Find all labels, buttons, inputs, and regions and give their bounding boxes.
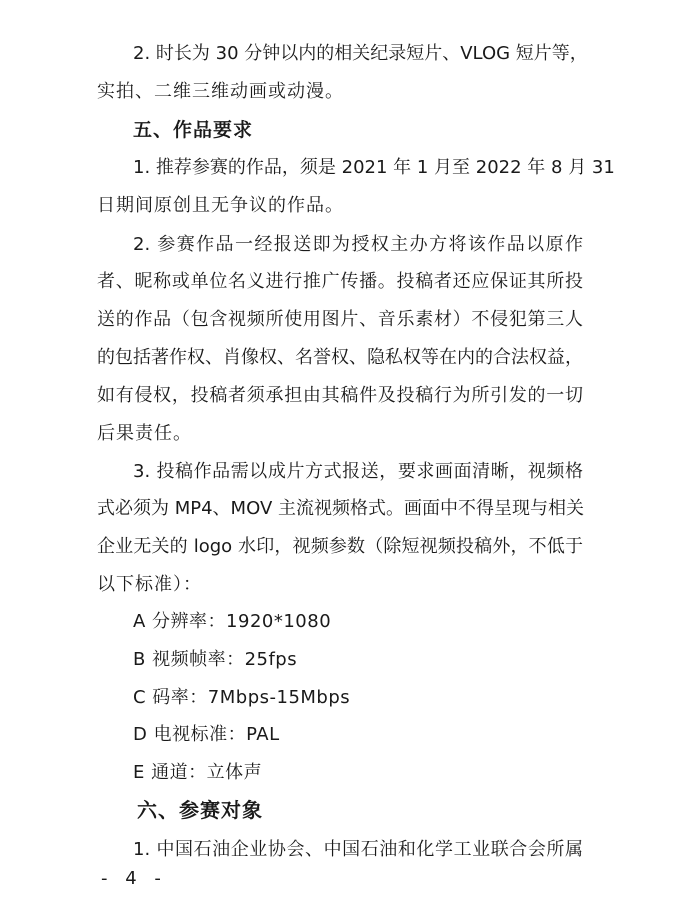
paragraph-line: 2. 参赛作品一经报送即为授权主办方将该作品以原作	[133, 234, 583, 255]
paragraph-line: 1. 中国石油企业协会、中国石油和化学工业联合会所属	[133, 839, 583, 860]
paragraph-line: 后果责任。	[97, 423, 192, 444]
paragraph-line: 式必须为 MP4、MOV 主流视频格式。画面中不得呈现与相关	[97, 498, 584, 519]
paragraph-line: 以下标准）：	[97, 574, 202, 595]
paragraph-line: 3. 投稿作品需以成片方式报送，要求画面清晰，视频格	[133, 461, 583, 482]
paragraph-line: 实拍、二维三维动画或动漫。	[97, 81, 344, 102]
paragraph-line: 企业无关的 logo 水印，视频参数（除短视频投稿外，不低于	[97, 536, 583, 557]
spec-line-frame-rate: B 视频帧率：25fps	[133, 649, 298, 670]
paragraph-line: 1. 推荐参赛的作品，须是 2021 年 1 月至 2022 年 8 月 31	[133, 157, 615, 178]
paragraph-line: 日期间原创且无争议的作品。	[97, 195, 344, 216]
spec-line-bitrate: C 码率：7Mbps-15Mbps	[133, 687, 351, 708]
section-heading-5: 五、作品要求	[133, 119, 254, 141]
paragraph-line: 者、昵称或单位名义进行推广传播。投稿者还应保证其所投	[97, 271, 583, 292]
paragraph-line: 2. 时长为 30 分钟以内的相关纪录短片、VLOG 短片等，	[133, 43, 588, 64]
spec-line-tv-standard: D 电视标准：PAL	[133, 724, 280, 745]
paragraph-line: 如有侵权，投稿者须承担由其稿件及投稿行为所引发的一切	[97, 385, 583, 406]
paragraph-line: 送的作品（包含视频所使用图片、音乐素材）不侵犯第三人	[97, 309, 583, 330]
page-number: - 4 -	[101, 868, 167, 889]
section-heading-6: 六、参赛对象	[137, 798, 263, 822]
spec-line-resolution: A 分辨率：1920*1080	[133, 611, 332, 632]
spec-line-channel: E 通道：立体声	[133, 762, 263, 783]
paragraph-line: 的包括著作权、肖像权、名誉权、隐私权等在内的合法权益，	[97, 347, 583, 368]
